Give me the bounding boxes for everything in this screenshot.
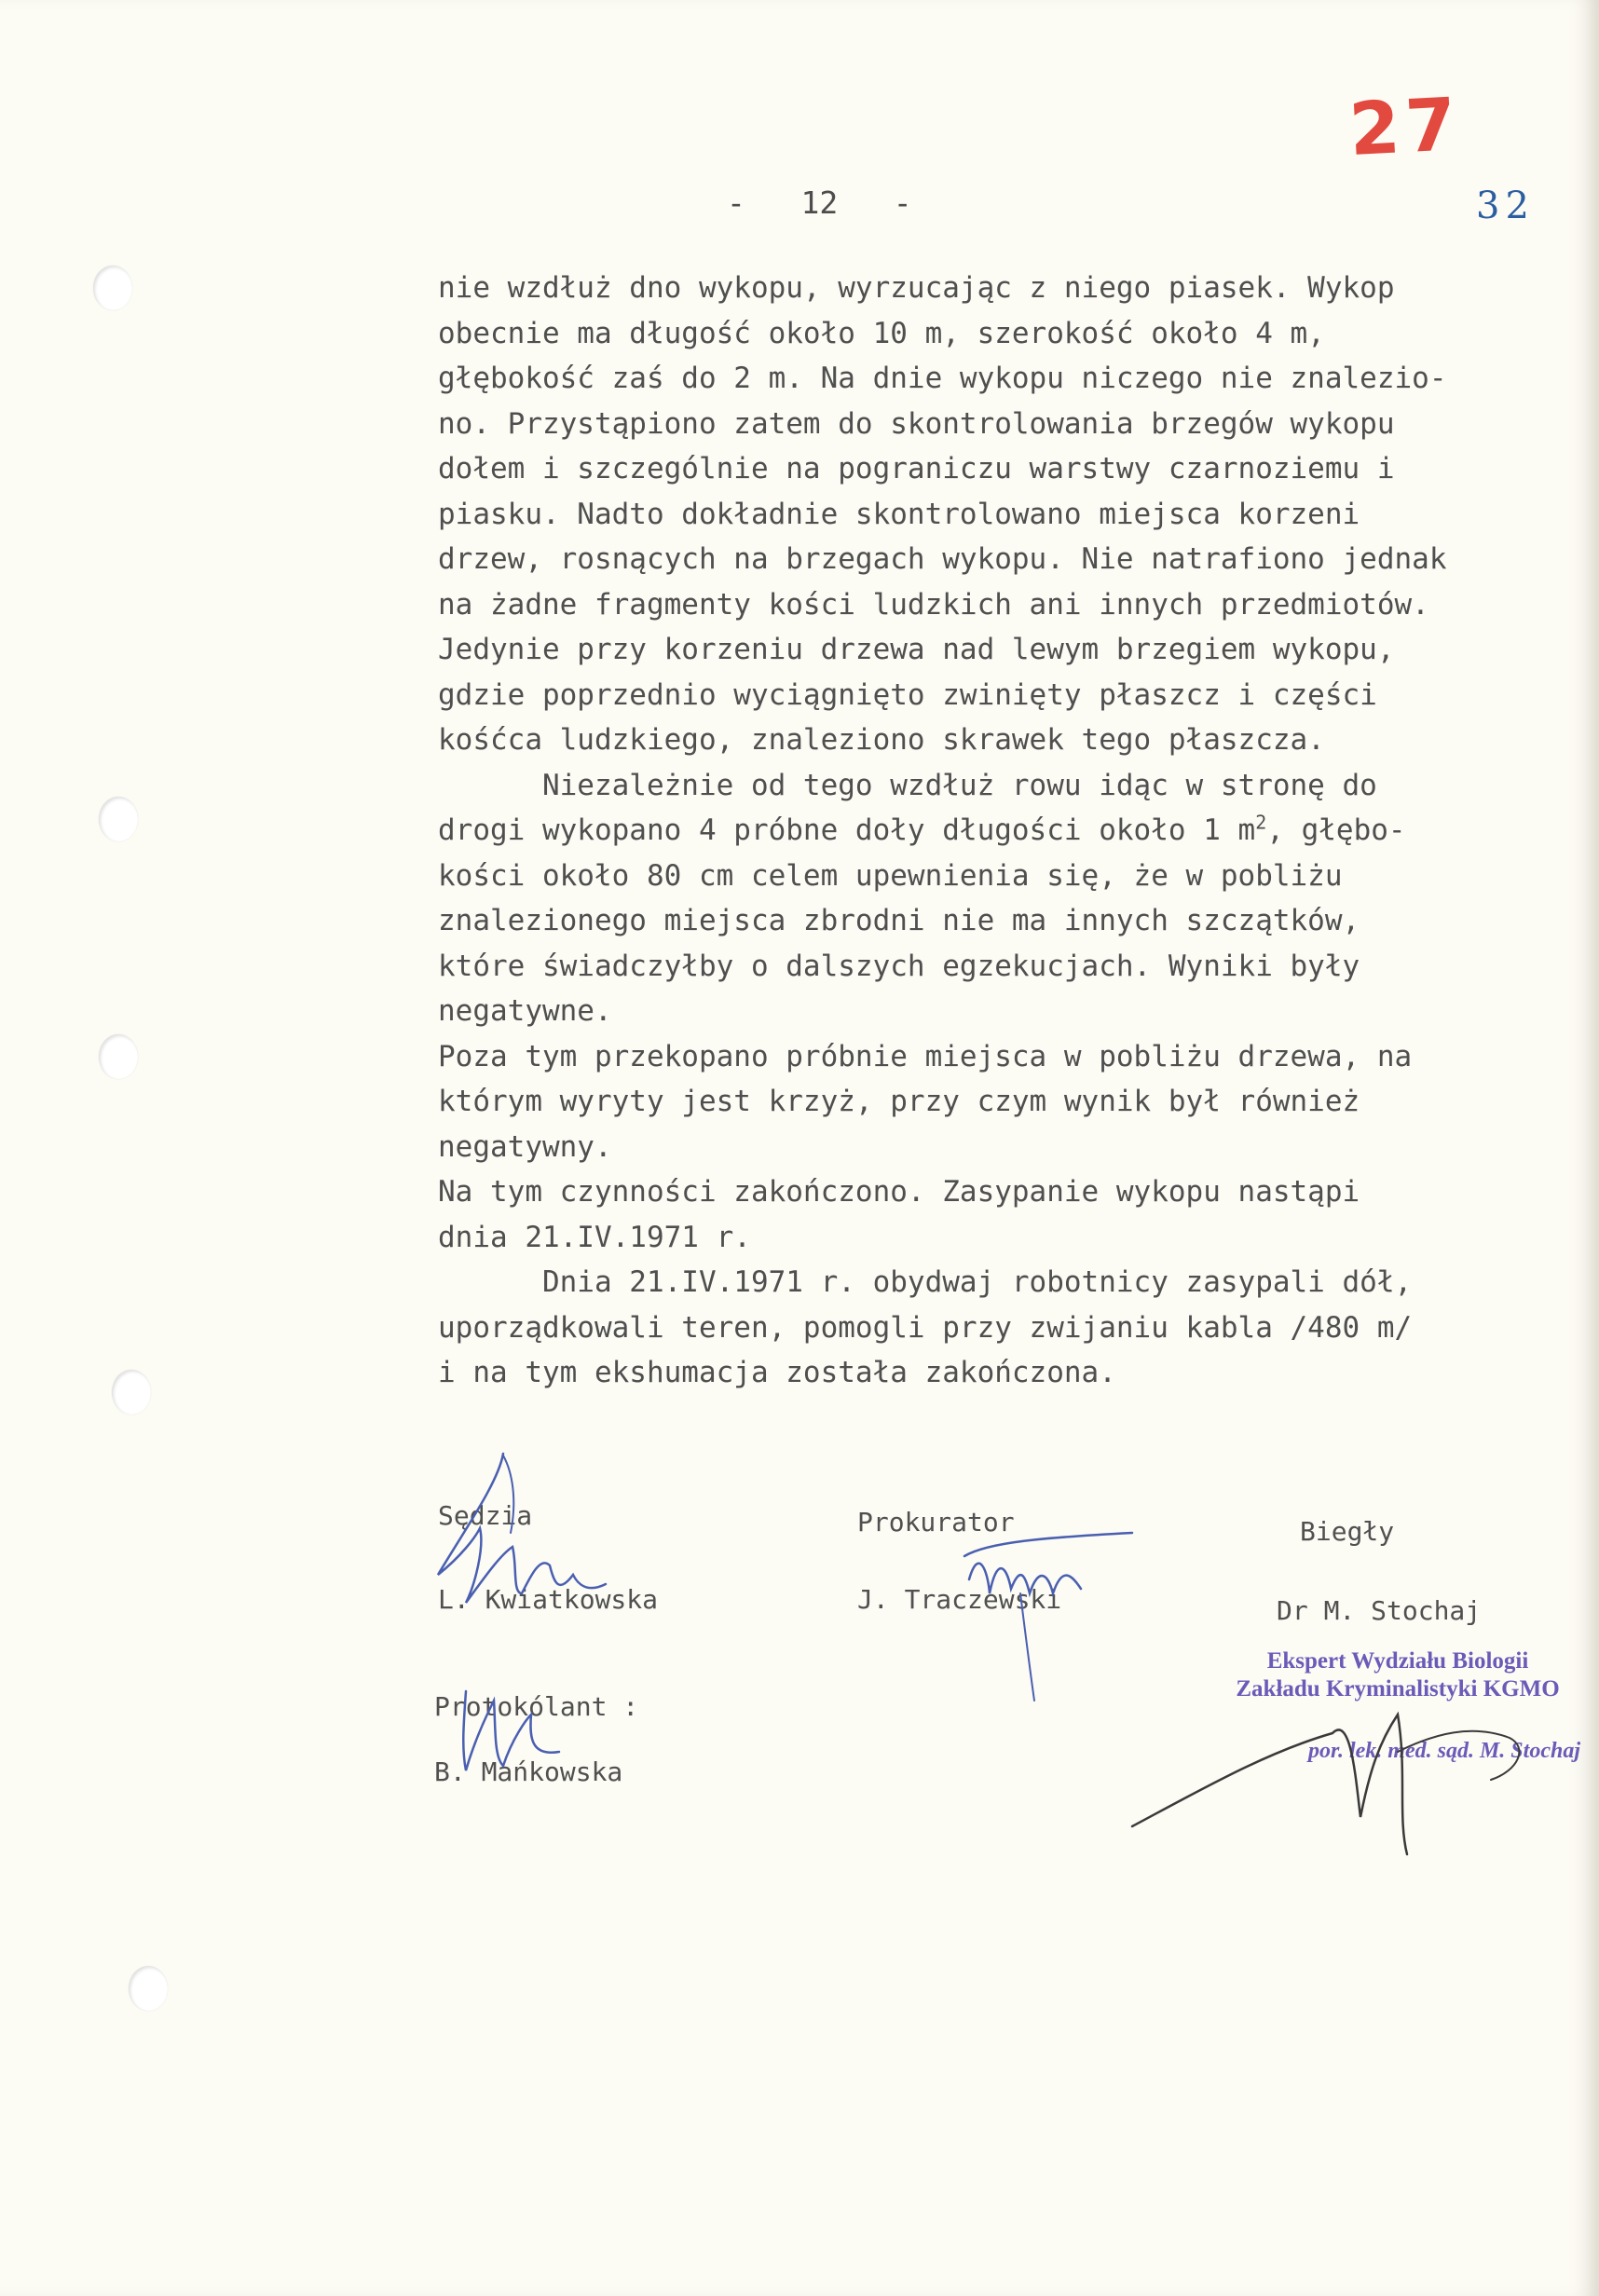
text-line: negatywne. bbox=[438, 994, 612, 1028]
judge-name: L. Kwiatkowska bbox=[438, 1584, 659, 1615]
text-line: negatywny. bbox=[438, 1129, 612, 1164]
text-line: Poza tym przekopano próbnie miejsca w pobliżu drzewa, na bbox=[438, 1039, 1413, 1073]
judge-signature bbox=[410, 1444, 634, 1631]
punch-hole bbox=[112, 1370, 151, 1414]
text-line: kości około 80 cm celem upewnienia się, że w pobliżu bbox=[438, 858, 1343, 893]
punch-hole bbox=[99, 797, 138, 841]
stamp-line: por. lek. med. sąd. M. Stochaj bbox=[1307, 1739, 1580, 1763]
expert-signature bbox=[1118, 1659, 1565, 1882]
text-line: dołem i szczególnie na pograniczu warstwy czarnoziemu i bbox=[438, 452, 1395, 485]
punch-hole bbox=[99, 1034, 138, 1079]
text-line: i na tym ekshumacja została zakończona. bbox=[438, 1356, 1116, 1389]
folio-number: 32 bbox=[1476, 184, 1535, 227]
text-line: na żadne fragmenty kości ludzkich ani innych przedmiotów. bbox=[438, 587, 1429, 622]
judge-title: Sędzia bbox=[438, 1500, 533, 1531]
text-line: Dnia 21.IV.1971 r. obydwaj robotnicy zasypali dół, bbox=[438, 1265, 1413, 1299]
body-text bbox=[438, 266, 1575, 1396]
clerk-name: B. Mańkowska bbox=[434, 1756, 623, 1787]
text-line: piasku. Nadto dokładnie skontrolowano miejsca korzeni bbox=[438, 497, 1360, 531]
text-line bbox=[438, 808, 1575, 854]
text-line: Niezależnie od tego wzdłuż rowu idąc w stronę do bbox=[438, 768, 1377, 802]
text-line-main: drogi wykopano 4 próbne doły długości około 1 m bbox=[438, 813, 1256, 847]
text-line: gdzie poprzednio wyciągnięto zwinięty płaszcz i części bbox=[438, 677, 1377, 712]
text-line: dnia 21.IV.1971 r. bbox=[438, 1220, 751, 1254]
text-line: którym wyryty jest krzyż, przy czym wynik był również bbox=[438, 1085, 1360, 1118]
clerk-title: Protokólant : bbox=[434, 1691, 639, 1722]
expert-name: Dr M. Stochaj bbox=[1277, 1595, 1482, 1626]
text-line: no. Przystąpiono zatem do skontrolowania brzegów wykopu bbox=[438, 406, 1395, 441]
text-line: uporządkowali teren, pomogli przy zwijaniu kabla /480 m/ bbox=[438, 1310, 1413, 1345]
superscript: 2 bbox=[1255, 811, 1267, 834]
text-line: Na tym czynności zakończono. Zasypanie wykopu nastąpi bbox=[438, 1175, 1360, 1209]
prosecutor-title: Prokurator bbox=[857, 1507, 1015, 1538]
text-line: głębokość zaś do 2 m. Na dnie wykopu niczego nie znalezio- bbox=[438, 362, 1447, 395]
text-line: nie wzdłuż dno wykopu, wyrzucając z niego piasek. Wykop bbox=[438, 271, 1395, 305]
text-line: kośćca ludzkiego, znaleziono skrawek tego płaszcza. bbox=[438, 723, 1325, 757]
stamp-line: Ekspert Wydziału Biologii bbox=[1266, 1648, 1529, 1674]
clerk-signature bbox=[438, 1682, 587, 1794]
punch-hole bbox=[129, 1966, 168, 2011]
page-number: - 12 - bbox=[727, 184, 912, 221]
text-line: które świadczyłby o dalszych egzekucjach. Wyniki były bbox=[438, 949, 1360, 983]
text-line: drzew, rosnących na brzegach wykopu. Nie natrafiono jednak bbox=[438, 542, 1447, 576]
text-line: Jedynie przy korzeniu drzewa nad lewym brzegiem wykopu, bbox=[438, 633, 1395, 666]
archive-number: 27 bbox=[1346, 82, 1464, 173]
text-line: obecnie ma długość około 10 m, szerokość około 4 m, bbox=[438, 316, 1325, 350]
prosecutor-name: J. Traczewski bbox=[857, 1584, 1062, 1615]
text-line: znalezionego miejsca zbrodni nie ma innych szczątków, bbox=[438, 904, 1360, 937]
prosecutor-signature bbox=[932, 1491, 1146, 1715]
expert-title: Biegły bbox=[1300, 1516, 1395, 1547]
stamp-line: Zakładu Kryminalistyki KGMO bbox=[1236, 1676, 1560, 1702]
punch-hole bbox=[93, 266, 132, 310]
text-line-tail: , głębo- bbox=[1266, 813, 1406, 847]
